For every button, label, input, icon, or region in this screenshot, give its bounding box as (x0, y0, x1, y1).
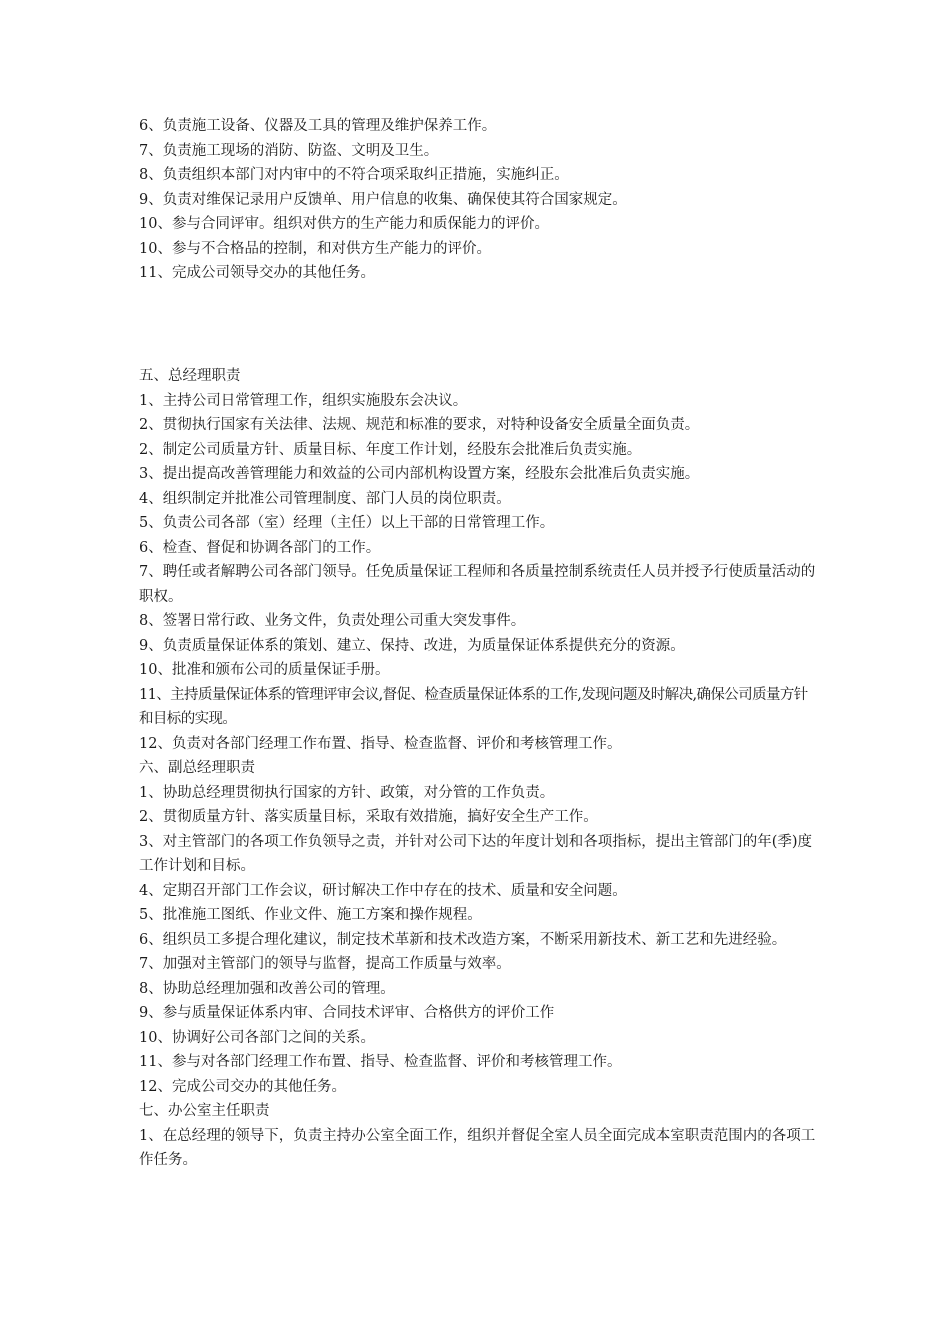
paragraph: 11、主持质量保证体系的管理评审会议,督促、检查质量保证体系的工作,发现问题及时解决,确保公司质量方针和目标的实现。 (139, 686, 808, 727)
paragraph: 1、主持公司日常管理工作，组织实施股东会决议。 (139, 392, 468, 409)
paragraph: 4、定期召开部门工作会议，研讨解决工作中存在的技术、质量和安全问题。 (139, 882, 627, 899)
paragraph: 3、对主管部门的各项工作负领导之责，并针对公司下达的年度计划和各项指标，提出主管部门的年(季)度工作计划和目标。 (139, 833, 813, 874)
paragraph: 6、负责施工设备、仪器及工具的管理及维护保养工作。 (139, 118, 497, 134)
paragraph: 2、贯彻质量方针、落实质量目标，采取有效措施，搞好安全生产工作。 (139, 809, 598, 825)
paragraph: 7、聘任或者解聘公司各部门领导。任免质量保证工程师和各质量控制系统责任人员并授予行使质量活动的职权。 (139, 564, 816, 605)
section-heading: 七、办公室主任职责 (139, 1103, 270, 1119)
text-block-main (139, 364, 819, 1173)
paragraph: 1、协助总经理贯彻执行国家的方针、政策，对分管的工作负责。 (139, 784, 555, 801)
paragraph: 4、组织制定并批准公司管理制度、部门人员的岗位职责。 (139, 490, 511, 507)
paragraph: 9、参与质量保证体系内审、合同技术评审、合格供方的评价工作 (139, 1005, 555, 1021)
text-block-top (139, 114, 819, 286)
section-heading: 五、总经理职责 (139, 368, 241, 384)
paragraph: 8、负责组织本部门对内审中的不符合项采取纠正措施，实施纠正。 (139, 167, 569, 183)
section-heading: 六、副总经理职责 (139, 760, 255, 776)
paragraph: 12、负责对各部门经理工作布置、指导、检查监督、评价和考核管理工作。 (139, 735, 622, 752)
paragraph: 10、批准和颁布公司的质量保证手册。 (139, 662, 390, 678)
paragraph: 6、检查、督促和协调各部门的工作。 (139, 539, 381, 556)
paragraph: 10、参与不合格品的控制，和对供方生产能力的评价。 (139, 240, 491, 257)
paragraph: 2、制定公司质量方针、质量目标、年度工作计划，经股东会批准后负责实施。 (139, 441, 642, 458)
paragraph: 9、负责质量保证体系的策划、建立、保持、改进，为质量保证体系提供充分的资源。 (139, 637, 685, 654)
paragraph: 1、在总经理的领导下，负责主持办公室全面工作，组织并督促全室人员全面完成本室职责范围内的各项工作任务。 (139, 1127, 816, 1168)
paragraph: 10、协调好公司各部门之间的关系。 (139, 1029, 375, 1046)
paragraph: 9、负责对维保记录用户反馈单、用户信息的收集、确保使其符合国家规定。 (139, 191, 627, 208)
paragraph: 6、组织员工多提合理化建议，制定技术革新和技术改造方案，不断采用新技术、新工艺和先进经验。 (139, 931, 787, 948)
paragraph: 10、参与合同评审。组织对供方的生产能力和质保能力的评价。 (139, 216, 549, 232)
paragraph: 8、签署日常行政、业务文件，负责处理公司重大突发事件。 (139, 613, 526, 629)
paragraph: 3、提出提高改善管理能力和效益的公司内部机构设置方案，经股东会批准后负责实施。 (139, 466, 700, 482)
paragraph: 11、完成公司领导交办的其他任务。 (139, 265, 375, 281)
paragraph: 2、贯彻执行国家有关法律、法规、规范和标准的要求，对特种设备安全质量全面负责。 (139, 417, 700, 433)
paragraph: 8、协助总经理加强和改善公司的管理。 (139, 980, 395, 997)
paragraph: 12、完成公司交办的其他任务。 (139, 1078, 346, 1095)
paragraph: 11、参与对各部门经理工作布置、指导、检查监督、评价和考核管理工作。 (139, 1054, 622, 1070)
paragraph: 7、加强对主管部门的领导与监督，提高工作质量与效率。 (139, 956, 511, 972)
paragraph: 5、批准施工图纸、作业文件、施工方案和操作规程。 (139, 907, 482, 923)
paragraph: 5、负责公司各部（室）经理（主任）以上干部的日常管理工作。 (139, 515, 555, 531)
paragraph: 7、负责施工现场的消防、防盗、文明及卫生。 (139, 142, 439, 159)
